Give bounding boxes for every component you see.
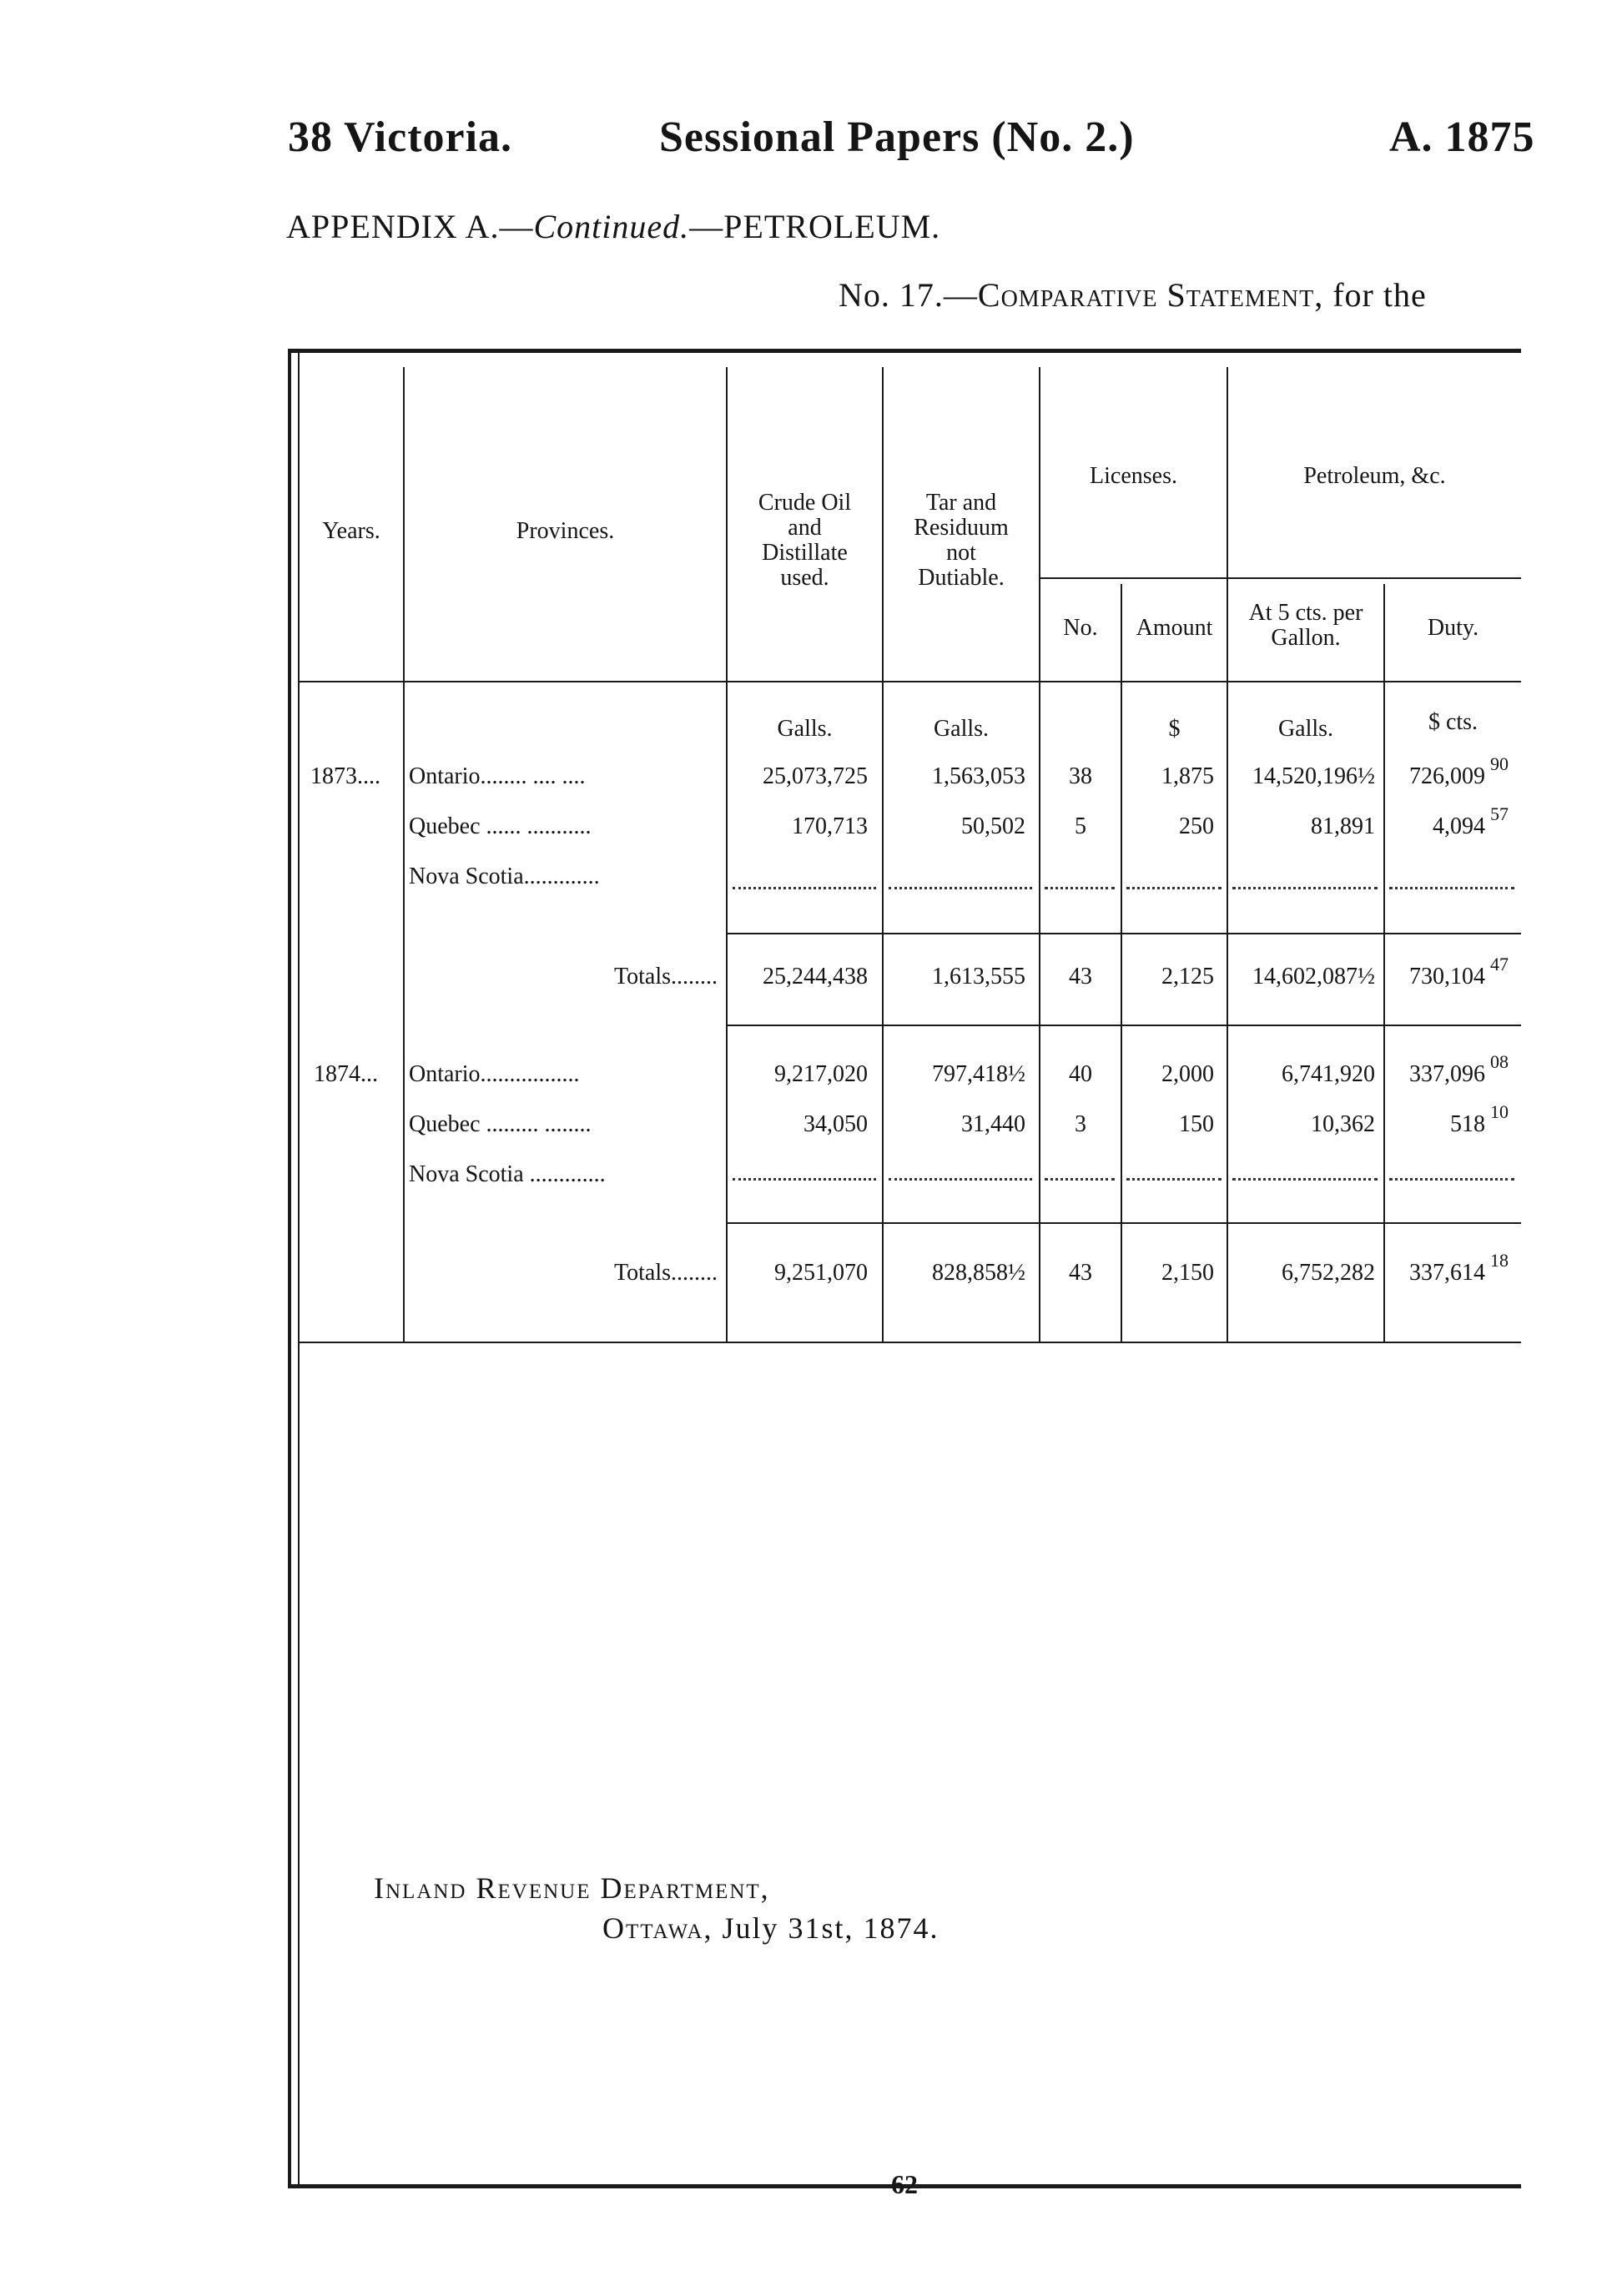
table-cell-cents: 18 bbox=[1490, 1250, 1509, 1271]
table-cell-crude: 25,073,725 bbox=[763, 763, 868, 789]
table-cell-duty: 518 bbox=[1450, 1111, 1485, 1137]
table-cell-year: 1873.... bbox=[310, 763, 380, 789]
table-cell-crude: 25,244,438 bbox=[763, 964, 868, 989]
table-cell-tar: 1,563,053 bbox=[932, 763, 1025, 789]
unit-tar: Galls. bbox=[933, 716, 990, 742]
unit-gallons: Galls. bbox=[1277, 716, 1334, 742]
table-cell-tar: 50,502 bbox=[961, 813, 1025, 839]
table-cell-gallons: 6,741,920 bbox=[1282, 1061, 1375, 1087]
header-tar-residuum: Tar and Residuum not Dutiable. bbox=[914, 490, 1009, 591]
header-bottom-rule bbox=[300, 681, 1521, 682]
table-cell-province: Nova Scotia ............. bbox=[409, 1161, 606, 1187]
header-licenses: Licenses. bbox=[1090, 463, 1177, 489]
table-cell-province: Nova Scotia............. bbox=[409, 864, 600, 889]
table-cell-province: Quebec ......... ........ bbox=[409, 1111, 592, 1137]
header-provinces: Provinces. bbox=[516, 518, 615, 544]
subheader-rule bbox=[1039, 577, 1521, 579]
page-frame-left-inner bbox=[298, 349, 300, 2184]
table-cell-no: 40 bbox=[1069, 1061, 1092, 1087]
table-top-rule bbox=[288, 349, 1521, 353]
table-cell-cents: 08 bbox=[1490, 1051, 1509, 1072]
table-cell-no: 43 bbox=[1069, 964, 1092, 989]
dots-no-1874 bbox=[1045, 1178, 1115, 1181]
table-cell-tar: 828,858½ bbox=[932, 1260, 1025, 1286]
appendix-title: APPENDIX A.—Continued.—PETROLEUM. bbox=[286, 208, 941, 245]
table-cell-tar: 1,613,555 bbox=[932, 964, 1025, 989]
footer-department: Inland Revenue Department, bbox=[374, 1871, 770, 1905]
footer-city-date: Ottawa, July 31st, 1874. bbox=[602, 1911, 939, 1945]
dots-tar-1874 bbox=[889, 1178, 1032, 1181]
table-cell-no: 43 bbox=[1069, 1260, 1092, 1286]
dots-duty-1873 bbox=[1389, 887, 1514, 889]
table-cell-totals-label: Totals........ bbox=[613, 1260, 718, 1286]
header-duty: Duty. bbox=[1427, 615, 1479, 641]
table-cell-province: Quebec ...... ........... bbox=[409, 813, 592, 839]
table-cell-tar: 797,418½ bbox=[932, 1061, 1025, 1087]
table-cell-province: Ontario........ .... .... bbox=[409, 763, 586, 789]
dots-gallons-1874 bbox=[1232, 1178, 1378, 1181]
table-cell-amount: 1,875 bbox=[1161, 763, 1214, 789]
table-cell-crude: 9,217,020 bbox=[774, 1061, 868, 1087]
dots-amount-1873 bbox=[1126, 887, 1222, 889]
table-cell-gallons: 10,362 bbox=[1311, 1111, 1375, 1137]
table-cell-gallons: 81,891 bbox=[1311, 813, 1375, 839]
col-rule-6 bbox=[1227, 367, 1228, 1343]
col-rule-1 bbox=[403, 367, 405, 1343]
header-at-5-cts: At 5 cts. per Gallon. bbox=[1248, 600, 1363, 651]
unit-amount: $ bbox=[1168, 716, 1181, 742]
statement-title: No. 17.—Comparative Statement, for the bbox=[839, 276, 1427, 314]
group-rule-1873 bbox=[728, 1025, 1521, 1026]
table-cell-no: 38 bbox=[1069, 763, 1092, 789]
table-cell-no: 3 bbox=[1075, 1111, 1086, 1137]
table-cell-amount: 2,000 bbox=[1161, 1061, 1214, 1087]
table-bottom-rule bbox=[300, 1342, 1521, 1343]
dots-crude-1874 bbox=[733, 1178, 876, 1181]
header-crude-oil: Crude Oil and Distillate used. bbox=[758, 490, 852, 591]
running-head-left: 38 Victoria. bbox=[288, 113, 513, 161]
col-rule-4 bbox=[1039, 367, 1040, 1343]
totals-rule-1874 bbox=[728, 1222, 1521, 1224]
table-cell-crude: 34,050 bbox=[803, 1111, 868, 1137]
table-cell-cents: 10 bbox=[1490, 1101, 1509, 1122]
dots-tar-1873 bbox=[889, 887, 1032, 889]
table-cell-no: 5 bbox=[1075, 813, 1086, 839]
table-cell-crude: 9,251,070 bbox=[774, 1260, 868, 1286]
table-cell-duty: 726,009 bbox=[1409, 763, 1485, 789]
dots-duty-1874 bbox=[1389, 1178, 1514, 1181]
table-cell-duty: 337,614 bbox=[1409, 1260, 1485, 1286]
header-license-amount: Amount bbox=[1136, 615, 1213, 641]
table-cell-amount: 150 bbox=[1179, 1111, 1214, 1137]
dots-no-1873 bbox=[1045, 887, 1115, 889]
dots-crude-1873 bbox=[733, 887, 876, 889]
table-cell-gallons: 14,602,087½ bbox=[1252, 964, 1375, 989]
table-cell-amount: 2,150 bbox=[1161, 1260, 1214, 1286]
header-petroleum: Petroleum, &c. bbox=[1303, 463, 1446, 489]
table-cell-duty: 730,104 bbox=[1409, 964, 1485, 989]
dots-gallons-1873 bbox=[1232, 887, 1378, 889]
dots-amount-1874 bbox=[1126, 1178, 1222, 1181]
table-cell-duty: 4,094 bbox=[1433, 813, 1485, 839]
table-cell-duty: 337,096 bbox=[1409, 1061, 1485, 1087]
table-cell-cents: 57 bbox=[1490, 803, 1509, 824]
table-cell-amount: 250 bbox=[1179, 813, 1214, 839]
running-head-right: A. 1875 bbox=[1389, 113, 1535, 161]
table-cell-cents: 47 bbox=[1490, 954, 1509, 974]
table-cell-cents: 90 bbox=[1490, 753, 1509, 774]
table-cell-tar: 31,440 bbox=[961, 1111, 1025, 1137]
totals-rule-1873 bbox=[728, 933, 1521, 934]
unit-crude: Galls. bbox=[777, 716, 833, 742]
table-cell-gallons: 14,520,196½ bbox=[1252, 763, 1375, 789]
page-number: 62 bbox=[891, 2169, 918, 2199]
table-cell-crude: 170,713 bbox=[792, 813, 868, 839]
running-head-middle: Sessional Papers (No. 2.) bbox=[659, 113, 1135, 161]
table-cell-province: Ontario................. bbox=[409, 1061, 580, 1087]
page-frame-left bbox=[288, 349, 291, 2184]
header-years: Years. bbox=[322, 518, 380, 544]
table-cell-totals-label: Totals........ bbox=[613, 964, 718, 989]
table-cell-year: 1874... bbox=[314, 1061, 378, 1087]
table-cell-amount: 2,125 bbox=[1161, 964, 1214, 989]
header-license-no: No. bbox=[1063, 615, 1098, 641]
table-cell-gallons: 6,752,282 bbox=[1282, 1260, 1375, 1286]
unit-duty: $ cts. bbox=[1428, 709, 1478, 735]
